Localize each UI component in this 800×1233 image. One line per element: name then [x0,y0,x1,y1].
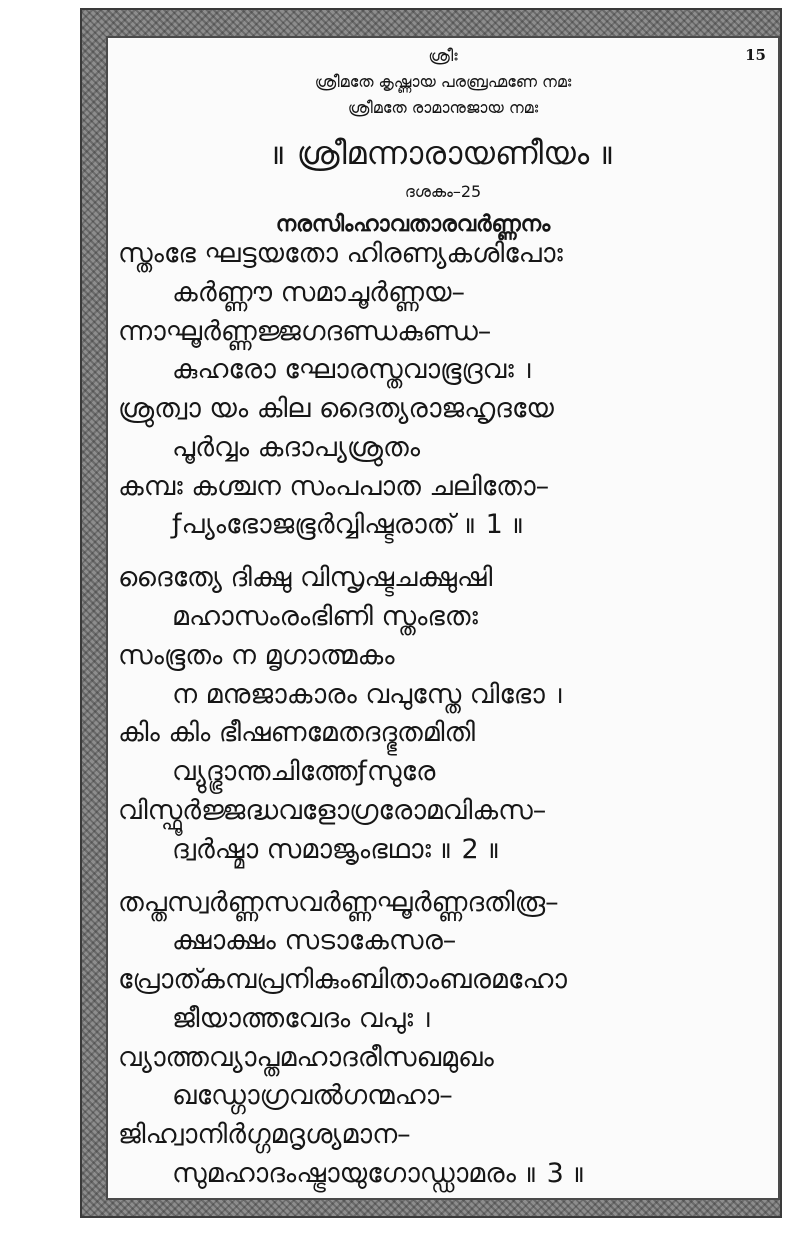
verse-2-line-7: വിസ്ഫൂർജ്ജദ്ധവളോഗ്രരോമവികസ– [118,794,547,826]
verse-2-line-6: വ്യുദ്ഭ്രാന്തചിത്തേƒസുരേ [172,756,436,788]
verse-1-line-8: ƒപ്യംഭോജഭൂർവ്വിഷ്ടരാത് ॥ 1 ॥ [172,509,525,541]
page-title: ॥ ശ്രീമന്നാരായണീയം ॥ [270,134,616,172]
verse-1-line-6: പൂർവ്വം കദാപ്യശ്രുതം [172,431,421,463]
verse-3-line-5: വ്യാത്തവ്യാപ്തമഹാദരീസഖമുഖം [118,1041,494,1073]
page-content [106,36,780,1200]
verse-2-line-4: ന മനുജാകാരം വപുസ്തേ വിഭോ । [172,678,567,710]
verse-3-line-4: ജീയാത്തവേദം വപുഃ । [172,1002,436,1034]
verse-2-line-8: ദ്വർഷ്മാ സമാജൃംഭഥാഃ ॥ 2 ॥ [172,833,501,865]
verse-1-line-2: കർണ്ണൗ സമാചൂർണ്ണയ– [172,276,465,308]
invocation-ramanuja: ശ്രീമതേ രാമാനുജായ നമഃ [347,98,539,117]
verse-3-line-3: പ്രോത്കമ്പപ്രനികുംബിതാംബരമഹോ [118,964,567,996]
verse-1-line-7: കമ്പഃ കശ്ചന സംപപാത ചലിതോ– [118,470,550,502]
verse-1-line-1: സ്തംഭേ ഘട്ടയതോ ഹിരണ്യകശിപോഃ [118,238,563,269]
verse-3-line-2: ക്ഷാക്ഷം സടാകേസര– [172,925,457,957]
verse-2-line-5: കിം കിം ഭീഷണമേതദദ്ഭുതമിതി [118,717,476,749]
invocation-shri: ശ്രീഃ [428,46,458,65]
verse-3-line-8: സുമഹാദംഷ്ട്രായുഗോഡ്ഡാമരം ॥ 3 ॥ [172,1158,586,1189]
verse-3-line-7: ജിഹ്വാനിർഗ്ഗമദൃശ്യമാന– [118,1119,411,1151]
verse-3-line-1: തപ്തസ്വർണ്ണസവർണ്ണഘൂർണ്ണദതിരൂ– [118,886,559,918]
verse-1-line-3: ന്നാഘൂർണ്ണജ്ജഗദണ്ഡകുണ്ഡ– [118,315,492,347]
page-number: 15 [745,46,766,64]
verse-2-line-2: മഹാസംരംഭിണി സ്തംഭതഃ [172,601,478,633]
verse-2-line-3: സംഭൂതം ന മൃഗാത്മകം [118,639,395,671]
invocation-krishna: ശ്രീമതേ കൃഷ്ണായ പരബ്രഹ്മണേ നമഃ [314,72,572,91]
verse-3-line-6: ഖഡ്ഗോഗ്രവൽഗന്മഹാ– [172,1080,453,1112]
section-heading: നരസിംഹാവതാരവർണ്ണനം [275,212,551,237]
dasakam-label: ദശകം–25 [404,182,482,201]
verse-2-line-1: ദൈത്യേ ദിക്ഷു വിസൃഷ്ടചക്ഷുഷി [118,562,493,594]
verse-1-line-4: കുഹരോ ഘോരസ്തവാഭൂദ്രവഃ । [172,354,536,386]
verse-1-line-5: ശ്രുത്വാ യം കില ദൈത്യരാജഹൃദയേ [118,393,554,425]
